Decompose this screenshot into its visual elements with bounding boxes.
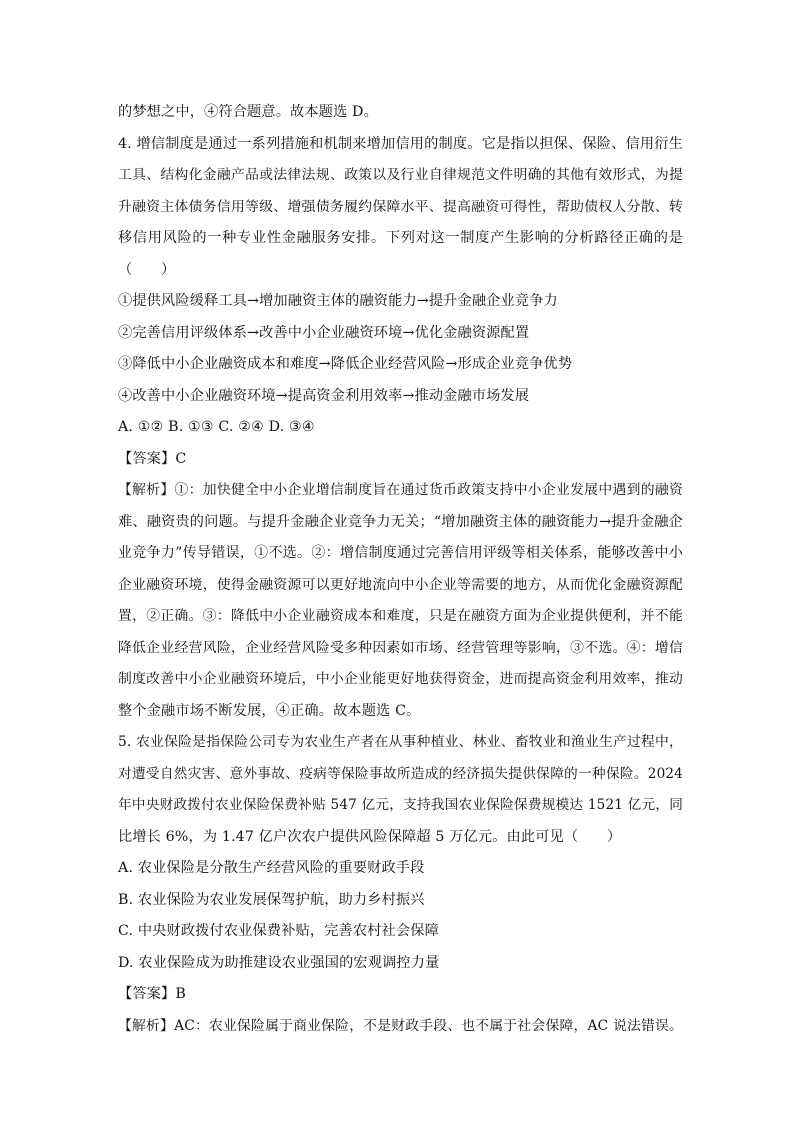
question-5-answer: 【答案】B — [118, 986, 186, 1002]
question-5-line-3: 年中央财政拨付农业保险保费补贴 547 亿元，支持我国农业保险保费规模达 1521 亿元，同 — [118, 797, 683, 813]
question-5-line-4: 比增长 6%，为 1.47 亿户次农户提供风险保障超 5 万亿元。由此可见（ ） — [118, 828, 622, 845]
question-4-blank: （ ） — [118, 261, 176, 278]
question-4-answer: 【答案】C — [118, 450, 187, 467]
document-page — [118, 97, 683, 1042]
question-5-line-1: 5. 农业保险是指保险公司专为农业生产者在从事种植业、林业、畜牧业和渔业生产过程中， — [118, 734, 683, 750]
question-4-analysis-line-2: 难、融资贵的问题。与提升金融企业竞争力无关；“增加融资主体的融资能力→提升金融企 — [118, 513, 683, 530]
question-5-analysis-line-1: 【解析】AC：农业保险属于商业保险，不是财政手段、也不属于社会保障，AC 说法错误。 — [118, 1017, 683, 1034]
question-4-item-2: ②完善信用评级体系→改善中小企业融资环境→优化金融资源配置 — [118, 324, 530, 341]
question-4-line-1: 4. 增信制度是通过一系列措施和机制来增加信用的制度。它是指以担保、保险、信用衍生 — [118, 135, 683, 152]
text-line-1: 的梦想之中，④符合题意。故本题选 D。 — [118, 104, 378, 120]
question-5-line-2: 对遭受自然灾害、意外事故、疫病等保险事故所造成的经济损失提供保障的一种保险。2024 — [118, 765, 683, 782]
question-4-analysis-line-7: 制度改善中小企业融资环境后，中小企业能更好地获得资金，进而提高资金利用效率，推动 — [118, 671, 683, 687]
question-4-item-4: ④改善中小企业融资环境→提高资金利用效率→推动金融市场发展 — [118, 387, 530, 404]
question-4-line-4: 移信用风险的一种专业性金融服务安排。下列对这一制度产生影响的分析路径正确的是 — [118, 230, 683, 246]
question-4-analysis-line-3: 业竞争力”传导错误，①不选。②：增信制度通过完善信用评级等相关体系，能够改善中小 — [118, 545, 683, 561]
question-5-option-c: C. 中央财政拨付农业保费补贴，完善农村社会保障 — [118, 923, 439, 939]
question-4-item-3: ③降低中小企业融资成本和难度→降低企业经营风险→形成企业竞争优势 — [118, 356, 573, 372]
question-4-item-1: ①提供风险缓释工具→增加融资主体的融资能力→提升金融企业竞争力 — [118, 293, 558, 309]
question-4-line-3: 升融资主体债务信用等级、增强债务履约保障水平、提高融资可得性，帮助债权人分散、转 — [118, 198, 683, 215]
question-4-options: A. ①② B. ①③ C. ②④ D. ③④ — [118, 419, 315, 435]
question-5-option-a: A. 农业保险是分散生产经营风险的重要财政手段 — [118, 860, 425, 876]
question-5-option-b: B. 农业保险为农业发展保驾护航，助力乡村振兴 — [118, 891, 425, 908]
question-4-line-2: 工具、结构化金融产品或法律法规、政策以及行业自律规范文件明确的其他有效形式，为提 — [118, 167, 683, 183]
question-4-analysis-line-5: 置，②正确。③：降低中小企业融资成本和难度，只是在融资方面为企业提供便利，并不能 — [118, 608, 683, 624]
question-4-analysis-line-1: 【解析】①：加快健全中小企业增信制度旨在通过货币政策支持中小企业发展中遇到的融资 — [118, 482, 683, 498]
question-4-analysis-line-4: 企业融资环境，使得金融资源可以更好地流向中小企业等需要的地方，从而优化金融资源配 — [118, 576, 683, 593]
question-4-analysis-line-6: 降低企业经营风险，企业经营风险受多种因素如市场、经营管理等影响，③不选。④：增信 — [118, 639, 683, 656]
question-5-option-d: D. 农业保险成为助推建设农业强国的宏观调控力量 — [118, 954, 440, 971]
question-4-analysis-line-8: 整个金融市场不断发展，④正确。故本题选 C。 — [118, 702, 421, 719]
